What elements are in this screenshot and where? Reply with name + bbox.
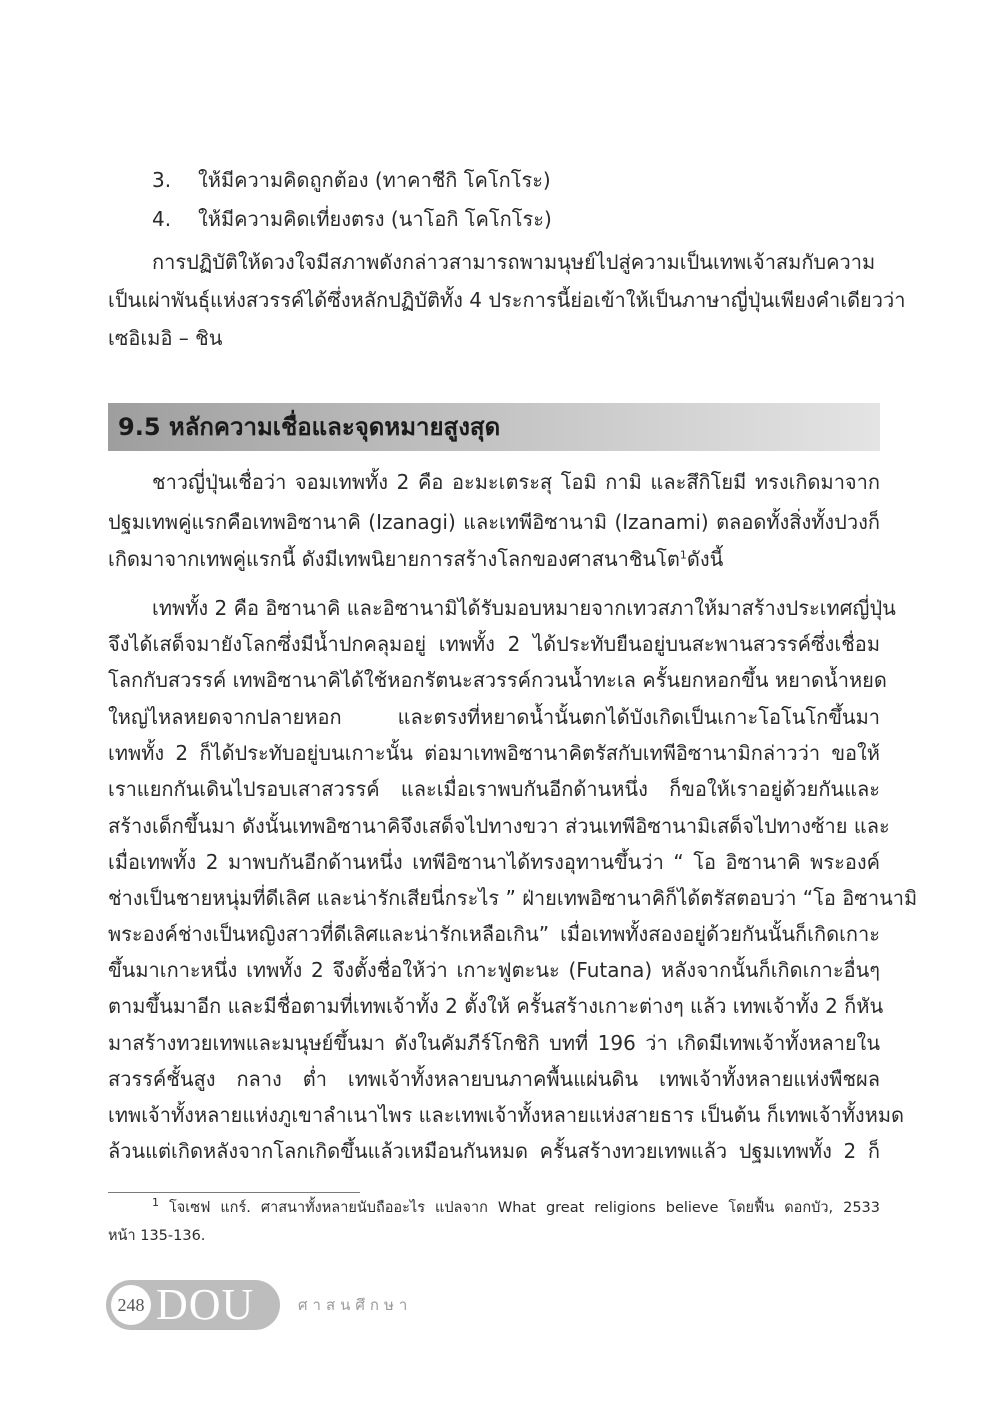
paragraph-line: ชาวญี่ปุ่นเชื่อว่า จอมเทพทั้ง 2 คือ อะมะเตระสุ โอมิ กามิ และสึกิโยมี ทรงเกิดมาจาก: [152, 470, 880, 494]
paragraph-line: เมื่อเทพทั้ง 2 มาพบกันอีกด้านหนึ่ง เทพีอิซานาได้ทรงอุทานขึ้นว่า “ โอ อิซานาคิ พระองค์: [108, 850, 880, 874]
paragraph-line: ตามขึ้นมาอีก และมีชื่อตามที่เทพเจ้าทั้ง 2 ตั้งให้ ครั้นสร้างเกาะต่างๆ แล้ว เทพเจ้าทั้ง 2 ก็หัน: [108, 994, 884, 1018]
list-number: 4.: [152, 207, 172, 231]
paragraph-line: ช่างเป็นชายหนุ่มที่ดีเลิศ และน่ารักเสียนี่กระไร ” ฝ่ายเทพอิซานาคิก็ได้ตรัสตอบว่า “โอ อิซานามิ: [108, 886, 918, 910]
text-segment: ดังนี้: [686, 547, 724, 571]
paragraph-line: ล้วนแต่เกิดหลังจากโลกเกิดขึ้นแล้วเหมือนกันหมด ครั้นสร้างทวยเทพแล้ว ปฐมเทพทั้ง 2 ก็: [108, 1139, 880, 1163]
paragraph-line: เทพเจ้าทั้งหลายแห่งภูเขาลำเนาไพร และเทพเจ้าทั้งหลายแห่งสายธาร เป็นต้น ก็เทพเจ้าทั้งหมด: [108, 1103, 905, 1127]
paragraph-line: เราแยกกันเดินไปรอบเสาสวรรค์ และเมื่อเราพบกันอีกด้านหนึ่ง ก็ขอให้เราอยู่ด้วยกันและ: [108, 777, 880, 801]
list-text: ให้มีความคิดถูกต้อง (ทาคาชีกิ โคโกโระ): [198, 168, 551, 192]
paragraph-line: [108, 546, 880, 572]
section-title: 9.5 หลักความเชื่อและจุดหมายสูงสุด: [118, 413, 501, 441]
paragraph-line: เซอิเมอิ – ชิน: [108, 326, 223, 350]
footer-badge: [106, 1280, 280, 1330]
paragraph-line: สร้างเด็กขึ้นมา ดังนั้นเทพอิซานาคิจึงเสด็จไปทางขวา ส่วนเทพีอิซานามิเสด็จไปทางซ้าย และ: [108, 814, 890, 838]
course-name: ศาสนศึกษา: [298, 1296, 413, 1314]
footnote-line: หน้า 135-136.: [108, 1228, 206, 1244]
text-segment: เกิดมาจากเทพคู่แรกนี้ ดังมีเทพนิยายการสร้างโลกของศาสนาชินโต: [108, 547, 680, 571]
paragraph-line: เป็นเผ่าพันธุ์แห่งสวรรค์ได้ซึ่งหลักปฏิบัติทั้ง 4 ประการนี้ย่อเข้าให้เป็นภาษาญี่ปุ่นเพียงคำเดียวว่า: [108, 288, 906, 312]
paragraph-line: สวรรค์ชั้นสูง กลาง ต่ำ เทพเจ้าทั้งหลายบนภาคพื้นแผ่นดิน เทพเจ้าทั้งหลายแห่งพืชผล: [108, 1067, 880, 1091]
paragraph-line: ปฐมเทพคู่แรกคือเทพอิซานาคิ (Izanagi) และเทพีอิซานามิ (Izanami) ตลอดทั้งสิ่งทั้งปวงก็: [108, 510, 880, 534]
paragraph-line: พระองค์ช่างเป็นหญิงสาวที่ดีเลิศและน่ารักเหลือเกิน” เมื่อเทพทั้งสองอยู่ด้วยกันนั้นก็เกิดเกาะ: [108, 922, 880, 946]
footnote-text: โจเซฟ แกร์. ศาสนาทั้งหลายนับถืออะไร แปลจาก What great religions believe โดยฟื้น ดอกบัว, 2533: [159, 1200, 880, 1216]
paragraph-line: โลกกับสวรรค์ เทพอิซานาคิได้ใช้หอกรัตนะสวรรค์กวนน้ำทะเล ครั้นยกหอกขึ้น หยาดน้ำหยด: [108, 668, 887, 692]
page-number: 248: [111, 1285, 151, 1325]
paragraph-line: มาสร้างทวยเทพและมนุษย์ขึ้นมา ดังในคัมภีร์โกชิกิ บทที่ 196 ว่า เกิดมีเทพเจ้าทั้งหลายใน: [108, 1031, 880, 1055]
paragraph-line: เทพทั้ง 2 ก็ได้ประทับอยู่บนเกาะนั้น ต่อมาเทพอิซานาคิตรัสกับเทพีอิซานามิกล่าวว่า ขอให้: [108, 741, 880, 765]
footnote-line: [152, 1198, 880, 1218]
section-heading-bar: [108, 403, 880, 451]
paragraph-line: เทพทั้ง 2 คือ อิซานาคิ และอิซานามิได้รับมอบหมายจากเทวสภาให้มาสร้างประเทศญี่ปุ่น: [152, 596, 896, 620]
list-number: 3.: [152, 168, 172, 192]
dou-logo: DOU: [156, 1280, 255, 1329]
paragraph-line: การปฏิบัติให้ดวงใจมีสภาพดังกล่าวสามารถพามนุษย์ไปสู่ความเป็นเทพเจ้าสมกับความ: [152, 250, 876, 274]
paragraph-line: ขึ้นมาเกาะหนึ่ง เทพทั้ง 2 จึงตั้งชื่อให้ว่า เกาะฟูตะนะ (Futana) หลังจากนั้นก็เกิดเกาะอื่นๆ: [108, 958, 880, 982]
footnote-reference: 1: [679, 548, 687, 562]
paragraph-line: ใหญ่ไหลหยดจากปลายหอก และตรงที่หยาดน้ำนั้นตกได้บังเกิดเป็นเกาะโอโนโกขึ้นมา: [108, 705, 880, 729]
paragraph-line: จึงได้เสด็จมายังโลกซึ่งมีน้ำปกคลุมอยู่ เทพทั้ง 2 ได้ประทับยืนอยู่บนสะพานสวรรค์ซึ่งเชื่อม: [108, 632, 880, 656]
footnote-mark: 1: [152, 1196, 159, 1210]
footnote-divider: [108, 1192, 360, 1193]
list-text: ให้มีความคิดเที่ยงตรง (นาโอกิ โคโกโระ): [198, 207, 552, 231]
